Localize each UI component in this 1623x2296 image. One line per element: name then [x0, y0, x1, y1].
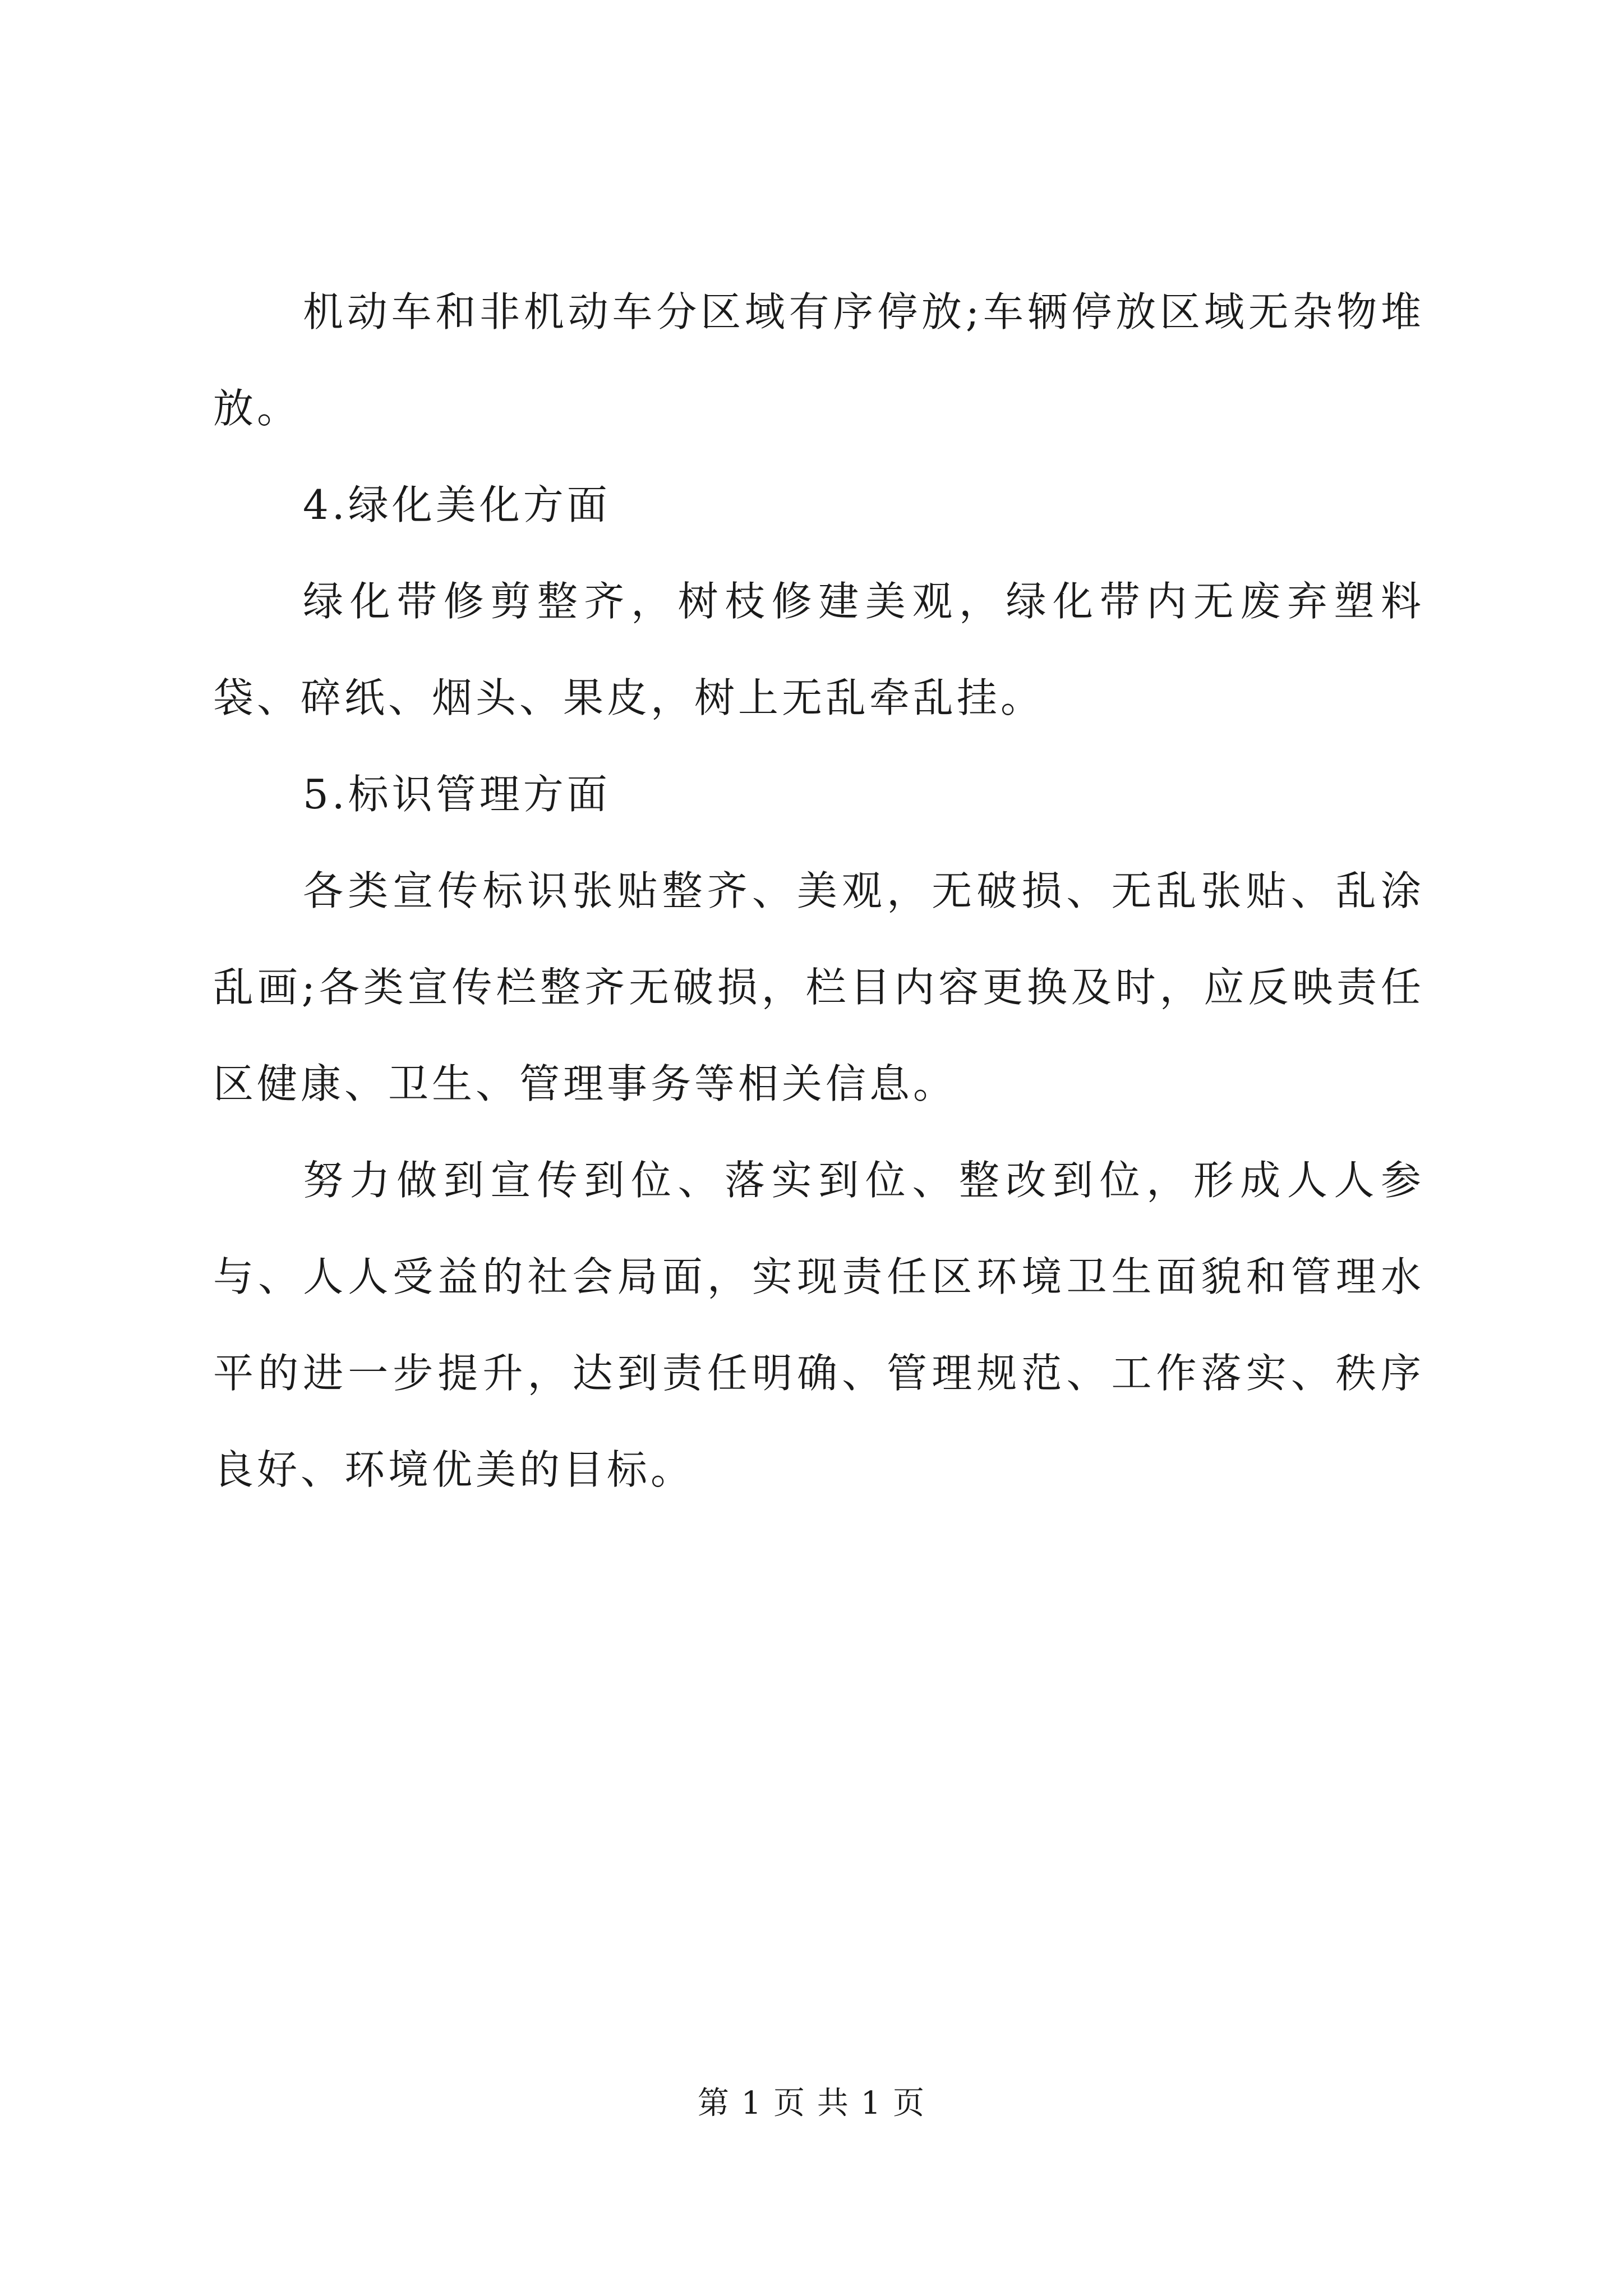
page-number-footer: 第 1 页 共 1 页 [697, 2085, 926, 2122]
paragraph-parking: 机动车和非机动车分区域有序停放;车辆停放区域无杂物堆放。 [213, 288, 1424, 432]
paragraph-greening: 绿化带修剪整齐，树枝修建美观，绿化带内无废弃塑料袋、碎纸、烟头、果皮，树上无乱牵乱挂。 [213, 578, 1424, 721]
paragraph-signage: 各类宣传标识张贴整齐、美观，无破损、无乱张贴、乱涂乱画;各类宣传栏整齐无破损，栏目内容更换及时，应反映责任区健康、卫生、管理事务等相关信息。 [213, 867, 1424, 1107]
heading-signage: 5.标识管理方面 [303, 771, 611, 818]
document-body [213, 264, 1424, 1518]
paragraph-goal: 努力做到宣传到位、落实到位、整改到位，形成人人参与、人人受益的社会局面，实现责任区环境卫生面貌和管理水平的进一步提升，达到责任明确、管理规范、工作落实、秩序良好、环境优美的目标。 [213, 1157, 1424, 1493]
heading-greening: 4.绿化美化方面 [303, 481, 611, 528]
